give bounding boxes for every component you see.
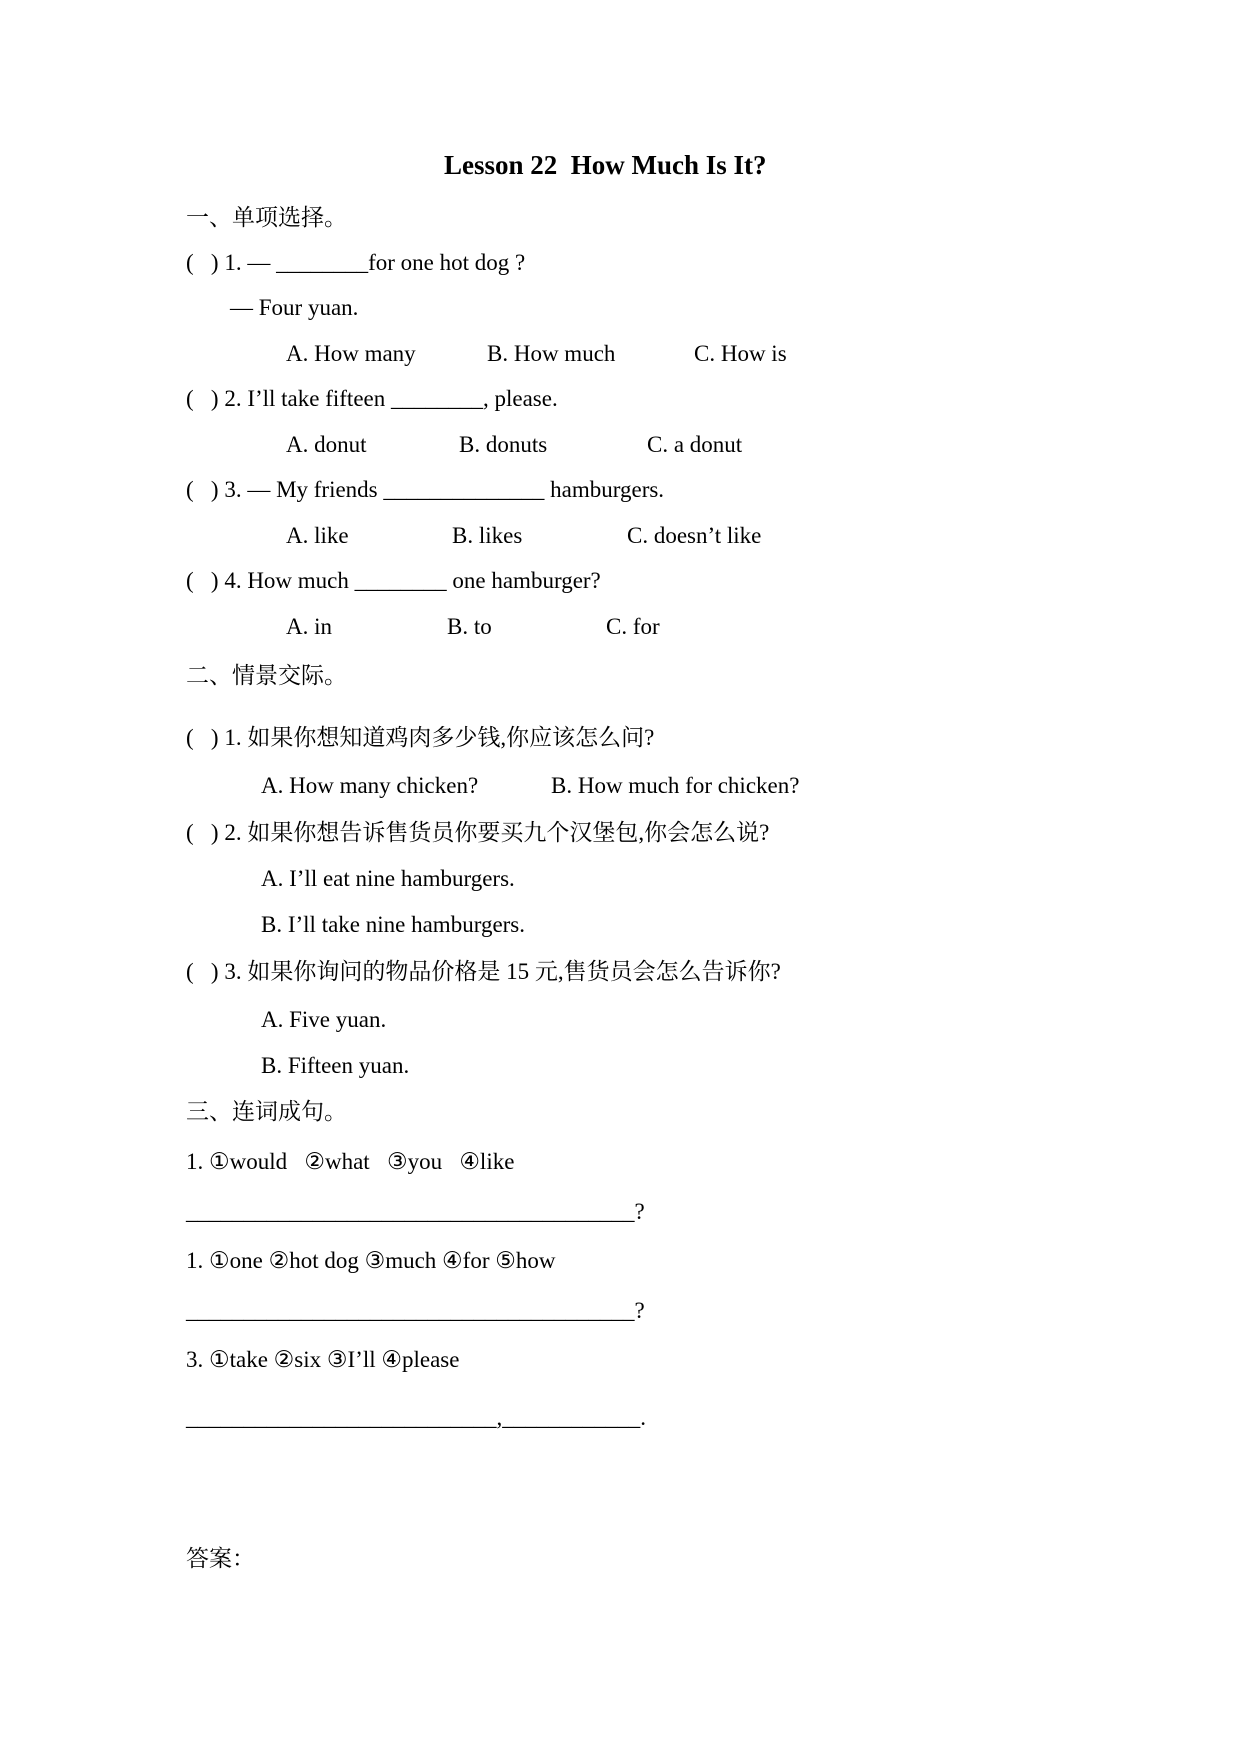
s1-q4-option-c: C. for	[606, 614, 660, 639]
s2-q3-option-a: A. Five yuan.	[261, 1007, 387, 1032]
s1-q2-option-b: B. donuts	[459, 432, 548, 457]
s2-q2-option-b: B. I’ll take nine hamburgers.	[261, 912, 526, 937]
answer-label: 答案：	[186, 1546, 255, 1571]
s1-q2-option-a: A. donut	[286, 432, 367, 457]
s3-q3-answer-line: ___________________________,____________.	[186, 1405, 646, 1430]
s3-q2-answer-line: _______________________________________?	[186, 1298, 645, 1323]
section3-heading: 三、连词成句。	[186, 1099, 347, 1124]
s2-q1-option-b: B. How much for chicken?	[551, 773, 800, 798]
s1-q1-option-a: A. How many	[286, 341, 416, 366]
s1-q1-option-c: C. How is	[694, 341, 787, 366]
s3-q3-words: 3. ①take ②six ③I’ll ④please	[186, 1347, 460, 1372]
s1-q4-stem: ( ) 4. How much ________ one hamburger?	[186, 568, 601, 593]
s2-q2-stem: ( ) 2. 如果你想告诉售货员你要买九个汉堡包,你会怎么说?	[186, 820, 770, 845]
s1-q1-reply: — Four yuan.	[230, 295, 359, 320]
s1-q3-option-b: B. likes	[452, 523, 523, 548]
s1-q4-option-a: A. in	[286, 614, 332, 639]
s2-q3-stem: ( ) 3. 如果你询问的物品价格是 15 元,售货员会怎么告诉你?	[186, 959, 781, 984]
s2-q1-stem: ( ) 1. 如果你想知道鸡肉多少钱,你应该怎么问?	[186, 725, 655, 750]
s1-q1-stem: ( ) 1. — ________for one hot dog ?	[186, 250, 526, 275]
s2-q1-option-a: A. How many chicken?	[261, 773, 479, 798]
section2-heading: 二、情景交际。	[186, 663, 347, 688]
s1-q3-stem: ( ) 3. — My friends ______________ hamburgers.	[186, 477, 665, 502]
s2-q3-option-b: B. Fifteen yuan.	[261, 1053, 410, 1078]
section1-heading: 一、单项选择。	[186, 205, 347, 230]
page-title: Lesson 22 How Much Is It?	[444, 150, 767, 180]
s1-q4-option-b: B. to	[447, 614, 492, 639]
s1-q2-stem: ( ) 2. I’ll take fifteen ________, please.	[186, 386, 558, 411]
s3-q1-answer-line: _______________________________________?	[186, 1199, 645, 1224]
s3-q1-words: 1. ①would ②what ③you ④like	[186, 1149, 515, 1174]
s3-q2-words: 1. ①one ②hot dog ③much ④for ⑤how	[186, 1248, 556, 1273]
s2-q2-option-a: A. I’ll eat nine hamburgers.	[261, 866, 515, 891]
s1-q3-option-a: A. like	[286, 523, 349, 548]
s1-q2-option-c: C. a donut	[647, 432, 743, 457]
s1-q1-option-b: B. How much	[487, 341, 616, 366]
s1-q3-option-c: C. doesn’t like	[627, 523, 762, 548]
